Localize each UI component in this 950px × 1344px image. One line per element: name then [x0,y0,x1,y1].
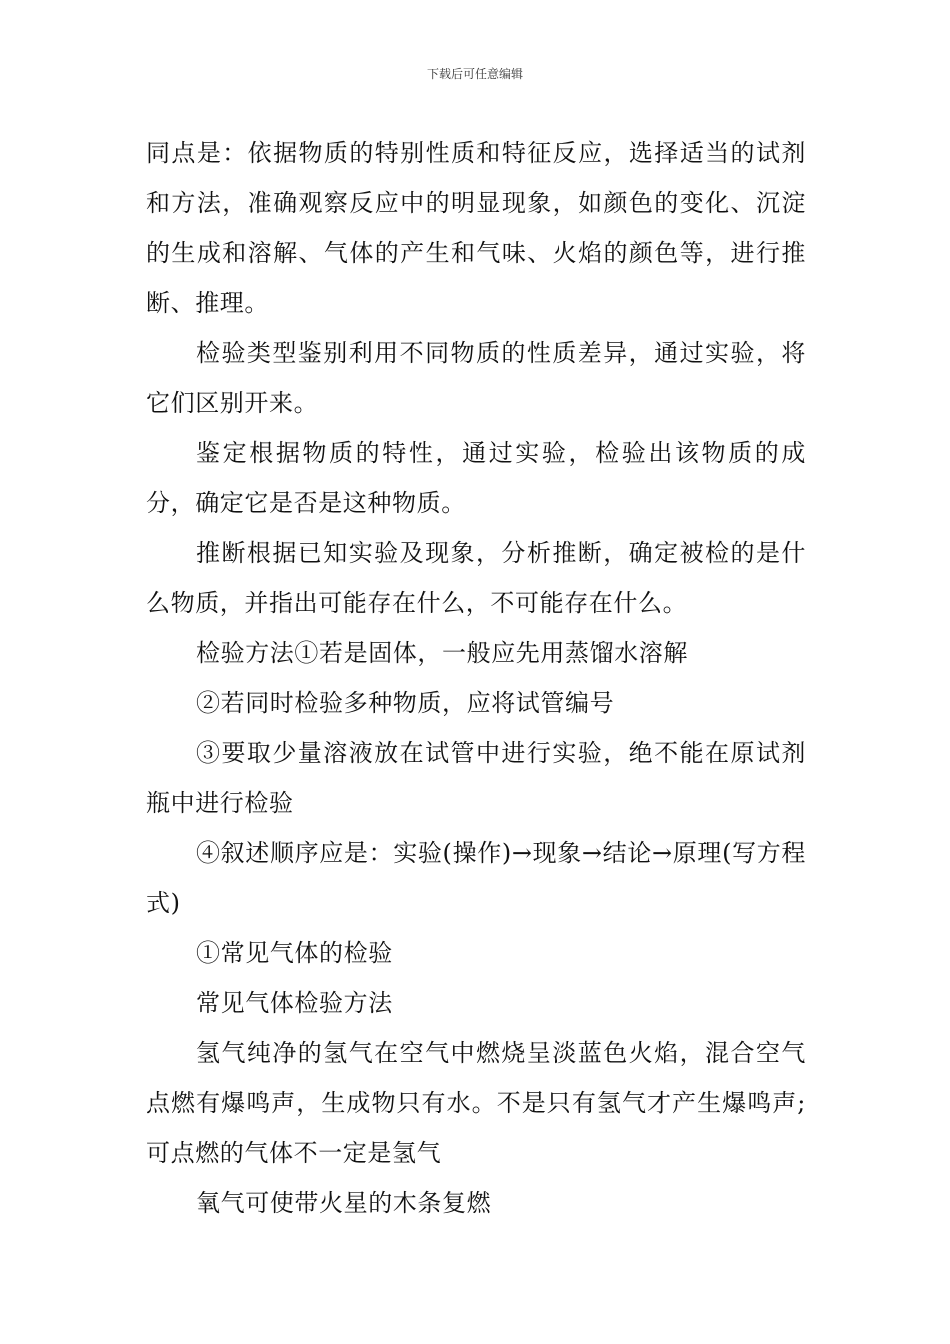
section-heading-gas-inspection: ①常见气体的检验 [196,939,393,967]
paragraph-hydrogen: 氢气纯净的氢气在空气中燃烧呈淡蓝色火焰，混合空气点燃有爆鸣声，生成物只有水。不是只有氢气才产生爆鸣声;可点燃的气体不一定是氢气 [146,1039,806,1167]
paragraph-method-2: ②若同时检验多种物质，应将试管编号 [196,689,615,717]
subheading-gas-methods: 常见气体检验方法 [196,989,393,1017]
paragraph-continuation: 同点是：依据物质的特别性质和特征反应，选择适当的试剂和方法，准确观察反应中的明显现象，如颜色的变化、沉淀的生成和溶解、气体的产生和气味、火焰的颜色等，进行推断、推理。 [146,139,806,317]
paragraph-method-3: ③要取少量溶液放在试管中进行实验，绝不能在原试剂瓶中进行检验 [146,739,806,817]
paragraph-identification: 鉴定根据物质的特性，通过实验，检验出该物质的成分，确定它是否是这种物质。 [146,439,806,517]
page-header: 下载后可任意编辑 [426,67,523,81]
paragraph-inference: 推断根据已知实验及现象，分析推断，确定被检的是什么物质，并指出可能存在什么，不可能存在什么。 [146,539,806,617]
paragraph-oxygen: 氧气可使带火星的木条复燃 [196,1189,492,1217]
document-body [146,128,806,1228]
paragraph-method-4: ④叙述顺序应是：实验(操作)→现象→结论→原理(写方程式) [146,839,806,917]
paragraph-method-1: 检验方法①若是固体，一般应先用蒸馏水溶解 [196,639,688,667]
paragraph-inspection-types: 检验类型鉴别利用不同物质的性质差异，通过实验，将它们区别开来。 [146,339,806,417]
